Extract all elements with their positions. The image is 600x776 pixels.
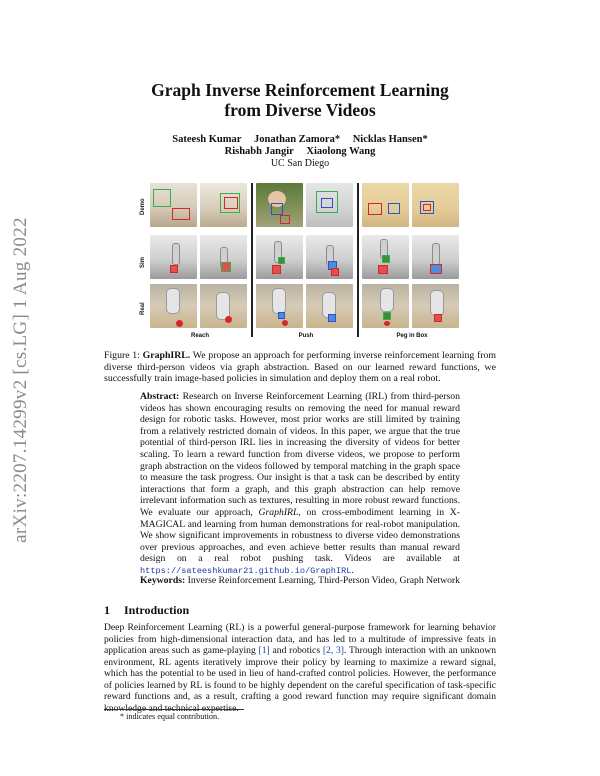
reach-real-frame-1 bbox=[150, 284, 197, 328]
peg-sim-frame-1 bbox=[362, 235, 409, 279]
author-name: Xiaolong Wang bbox=[306, 146, 376, 157]
citation-link[interactable]: [1] bbox=[258, 645, 270, 656]
project-url-link[interactable]: https://sateeshkumar21.github.io/GraphIRL bbox=[140, 565, 352, 576]
reach-sim-frame-2 bbox=[200, 235, 247, 279]
author-name: Jonathan Zamora* bbox=[254, 134, 341, 145]
caption-label: Figure 1: bbox=[104, 350, 140, 361]
abstract-label: Abstract: bbox=[140, 391, 180, 402]
keywords-text: Inverse Reinforcement Learning, Third-Person Video, Graph Network bbox=[185, 575, 461, 586]
intro-text: . Through interaction with an unknown environment, RL agents iteratively improve their policy by learning to maximize a reward signal, which has the potential to be used in lieu of hand-crafted control policies. However, the performance of policies learned by RL is found to be highly dependent on the careful specification of task-specific reward functions and, as a result, crafting a good reward function may require significant domain knowledge and technical expertise. bbox=[104, 645, 496, 714]
column-label-reach: Reach bbox=[190, 333, 209, 339]
arxiv-stamp-text: arXiv:2207.14299v2 [cs.LG] 1 Aug 2022 bbox=[10, 217, 31, 543]
column-separator bbox=[251, 183, 253, 337]
footnote-divider bbox=[104, 709, 244, 710]
introduction-paragraph bbox=[104, 622, 496, 714]
footnote: * indicates equal contribution. bbox=[120, 712, 220, 721]
reach-demo-frame-2 bbox=[200, 183, 247, 227]
row-label-demo: Demo bbox=[140, 198, 146, 215]
section-title: Introduction bbox=[124, 603, 190, 617]
peg-demo-frame-1 bbox=[362, 183, 409, 227]
section-number: 1 bbox=[104, 603, 110, 617]
abstract-end: . bbox=[351, 564, 354, 576]
paper-title bbox=[100, 80, 500, 120]
reach-demo-frame-1 bbox=[150, 183, 197, 227]
intro-text: Deep Reinforcement Learning (RL) is a powerful general-purpose framework for learning behavior policies from high-dimensional interaction data, and has led to a multitude of impressive feats in application areas such as game-playing bbox=[104, 622, 496, 656]
citation-link[interactable]: [2, 3] bbox=[322, 645, 344, 656]
author-name: Nicklas Hansen* bbox=[352, 134, 428, 145]
abstract bbox=[140, 391, 460, 578]
caption-text: We propose an approach for performing inverse reinforcement learning from diverse third-person videos via graph abstraction. Based on our learned reward functions, we successfully train image-based policies in simulation and deploy them on a real robot. bbox=[104, 350, 496, 384]
peg-real-frame-1 bbox=[362, 284, 409, 328]
intro-text: and robotics bbox=[269, 645, 323, 656]
column-separator bbox=[357, 183, 359, 337]
row-label-real: Real bbox=[140, 302, 146, 315]
author-list bbox=[100, 134, 500, 158]
title-line-1: Graph Inverse Reinforcement Learning bbox=[151, 80, 449, 100]
figure-caption bbox=[104, 350, 496, 385]
reach-sim-frame-1 bbox=[150, 235, 197, 279]
row-label-sim: Sim bbox=[140, 256, 146, 268]
keywords-label: Keywords: bbox=[140, 575, 186, 586]
abstract-method-name: GraphIRL bbox=[258, 506, 299, 518]
push-real-frame-1 bbox=[256, 284, 303, 328]
column-label-peg-in-box: Peg in Box bbox=[396, 333, 428, 339]
section-heading-introduction bbox=[104, 603, 189, 618]
peg-demo-frame-2 bbox=[412, 183, 459, 227]
column-label-push: Push bbox=[298, 333, 314, 339]
reach-real-frame-2 bbox=[200, 284, 247, 328]
peg-sim-frame-2 bbox=[412, 235, 459, 279]
push-sim-frame-1 bbox=[256, 235, 303, 279]
push-demo-frame-2 bbox=[306, 183, 353, 227]
abstract-text-2: , on cross-embodiment learning in X-MAGICAL and learning from human demonstrations for real-robot manipulation. We show significant improvements in robustness to diverse video demonstrations over previous approaches, and even achieve better results than manual reward design on a real robot pushing task. Videos are available at bbox=[140, 506, 460, 565]
peg-real-frame-2 bbox=[412, 284, 459, 328]
affiliation: UC San Diego bbox=[270, 158, 330, 169]
author-name: Sateesh Kumar bbox=[172, 134, 242, 145]
title-line-2: from Diverse Videos bbox=[224, 100, 376, 120]
caption-method-name: GraphIRL. bbox=[142, 350, 191, 361]
arxiv-identifier-stamp bbox=[6, 190, 36, 570]
abstract-text-1: Research on Inverse Reinforcement Learning (IRL) from third-person videos has shown encouraging results on removing the need for manual reward design for robotic tasks. However, most prior works are still limited by training from a relatively restricted domain of videos. In this paper, we argue that the true potential of third-person IRL lies in increasing the diversity of videos for better scaling. To learn a reward function from diverse videos, we propose to perform graph abstraction on the videos followed by temporal matching in the graph space to measure the task progress. Our insight is that a task can be described by entity interactions that form a graph, and this graph abstraction can help remove irrelevant information such as textures, resulting in more robust reward functions. We evaluate our approach, bbox=[140, 391, 460, 518]
push-demo-frame-1 bbox=[256, 183, 303, 227]
push-sim-frame-2 bbox=[306, 235, 353, 279]
push-real-frame-2 bbox=[306, 284, 353, 328]
keywords bbox=[140, 575, 470, 587]
author-name: Rishabh Jangir bbox=[224, 146, 294, 157]
